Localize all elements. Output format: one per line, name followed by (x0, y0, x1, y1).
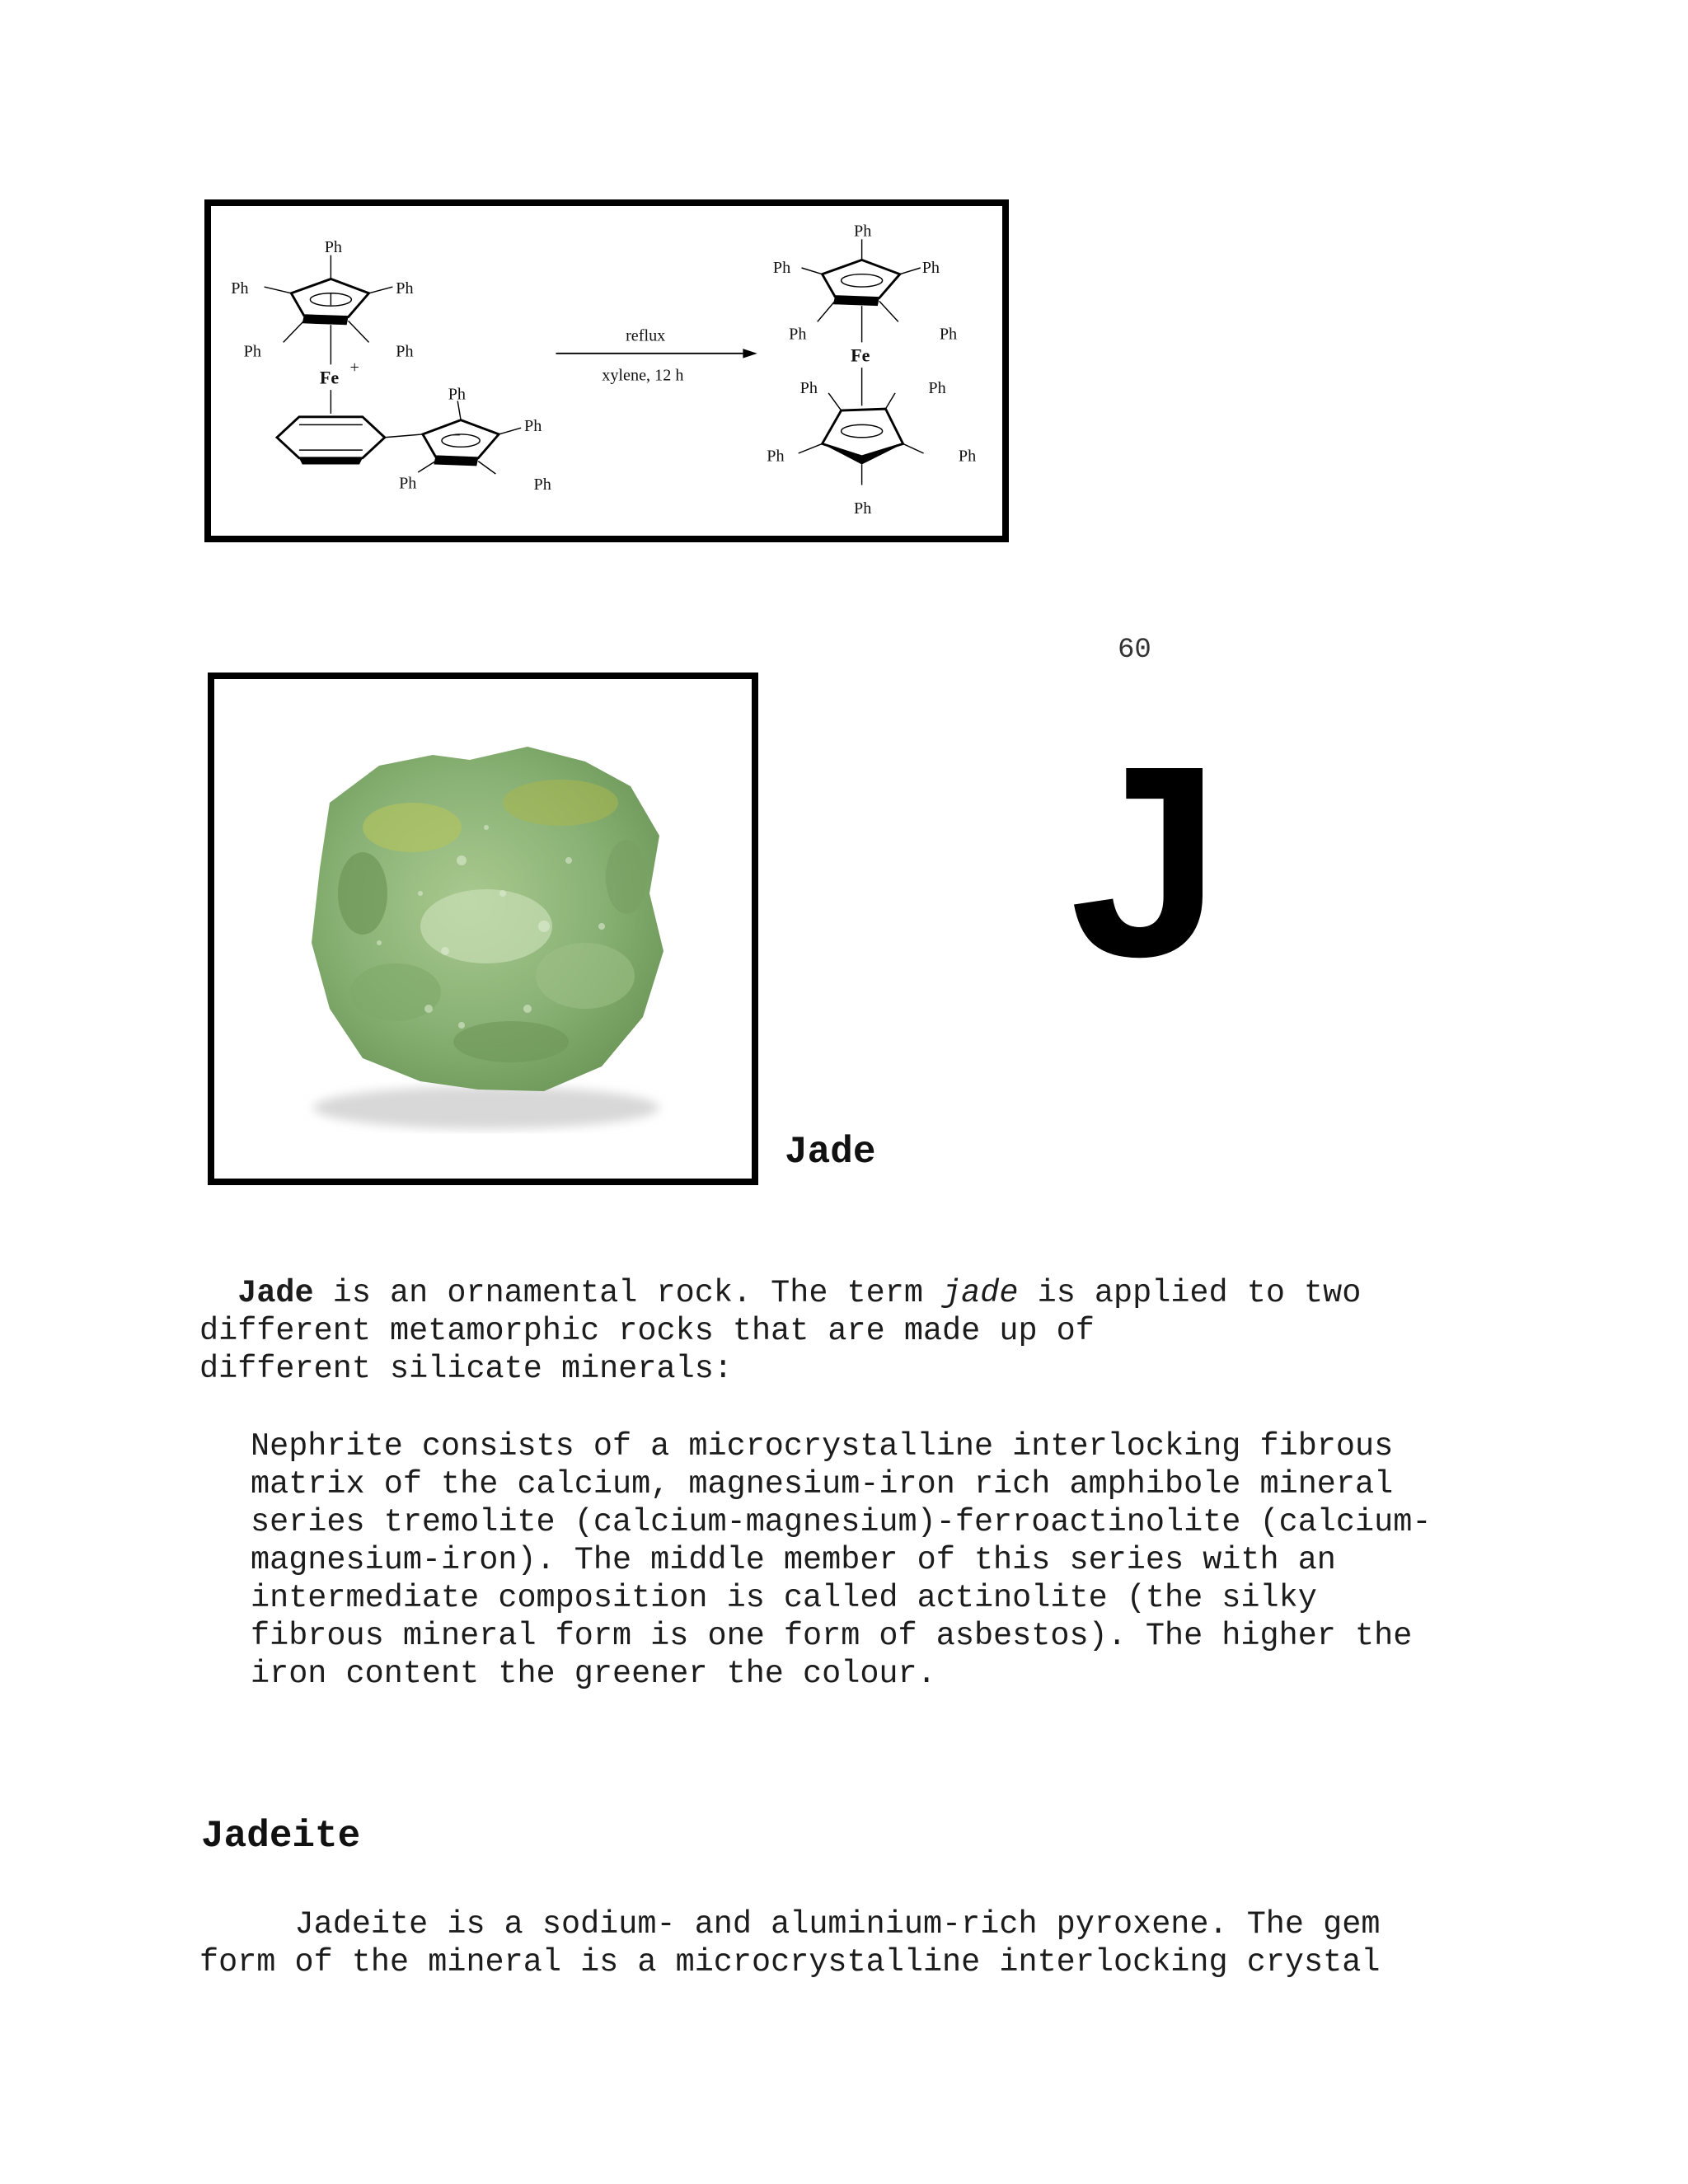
ph-label: Ph (928, 378, 946, 397)
jade-term: Jade (237, 1275, 314, 1311)
ph-label: Ph (939, 325, 958, 344)
intro-text: is an ornamental rock. The term (313, 1275, 943, 1311)
nephrite-line: iron content the greener the colour. (251, 1656, 936, 1692)
jadeite-paragraph (199, 1905, 1380, 1981)
jadeite-line: form of the mineral is a microcrystalline interlocking crystal (199, 1944, 1381, 1980)
ph-label: Ph (533, 476, 551, 494)
ph-label: Ph (243, 342, 261, 361)
charge-plus-label: + (349, 358, 359, 377)
nephrite-line: fibrous mineral form is one form of asbestos). The higher the (251, 1618, 1413, 1654)
condition-reflux-label: reflux (626, 326, 666, 345)
ph-label: Ph (854, 222, 872, 241)
ph-label: Ph (789, 325, 807, 344)
ph-label: Ph (399, 474, 417, 493)
ph-label: Ph (396, 342, 414, 361)
condition-solvent-label: xylene, 12 h (602, 366, 684, 385)
nephrite-line: Nephrite consists of a microcrystalline interlocking fibrous (251, 1428, 1394, 1465)
ph-label: Ph (772, 258, 791, 277)
cp-ring-substituent (418, 401, 521, 474)
jade-italic-term: jade (942, 1275, 1019, 1311)
page-number: 60 (1118, 635, 1151, 666)
nephrite-line: magnesium-iron). The middle member of this series with an (251, 1542, 1336, 1578)
fe-neutral-label: Fe (851, 344, 870, 366)
jade-rock-image (214, 679, 752, 1179)
ph-label: Ph (921, 258, 940, 277)
reaction-scheme-drawing (211, 206, 1002, 536)
jade-photo-frame (208, 673, 758, 1185)
nephrite-line: series tremolite (calcium-magnesium)-ferroactinolite (calcium- (251, 1504, 1432, 1540)
ph-label: Ph (799, 378, 818, 397)
intro-text: is applied to two (1018, 1275, 1362, 1311)
fe-cation-label: Fe (319, 367, 340, 388)
nephrite-line: intermediate composition is called actinolite (the silky (251, 1580, 1317, 1616)
intro-line: different metamorphic rocks that are made up of (199, 1313, 1095, 1349)
intro-line: different silicate minerals: (199, 1351, 733, 1387)
section-letter: J (1070, 709, 1221, 1013)
benzene-ring (277, 417, 385, 465)
jade-heading: Jade (785, 1131, 876, 1174)
ph-label: Ph (958, 447, 977, 466)
ph-label: Ph (324, 237, 343, 256)
cp-ring-top-left (265, 255, 393, 343)
jadeite-line: Jadeite is a sodium- and aluminium-rich pyroxene. The gem (199, 1906, 1381, 1943)
ph-label: Ph (854, 499, 872, 518)
nephrite-paragraph (251, 1427, 1431, 1693)
ph-label: Ph (448, 385, 467, 404)
nephrite-line: matrix of the calcium, magnesium-iron rich amphibole mineral (251, 1466, 1394, 1502)
ph-label: Ph (396, 279, 414, 298)
jadeite-heading: Jadeite (201, 1815, 361, 1858)
ph-label: Ph (231, 279, 249, 298)
ph-label: Ph (524, 417, 542, 436)
jade-intro-paragraph (199, 1274, 1361, 1388)
cp-ring-bottom-right (799, 393, 924, 485)
reaction-arrow (556, 349, 757, 359)
reaction-scheme-figure (204, 199, 1009, 542)
cp-ring-top-right (802, 239, 921, 321)
ph-label: Ph (767, 447, 785, 466)
cp-minus-label: − (451, 426, 461, 445)
